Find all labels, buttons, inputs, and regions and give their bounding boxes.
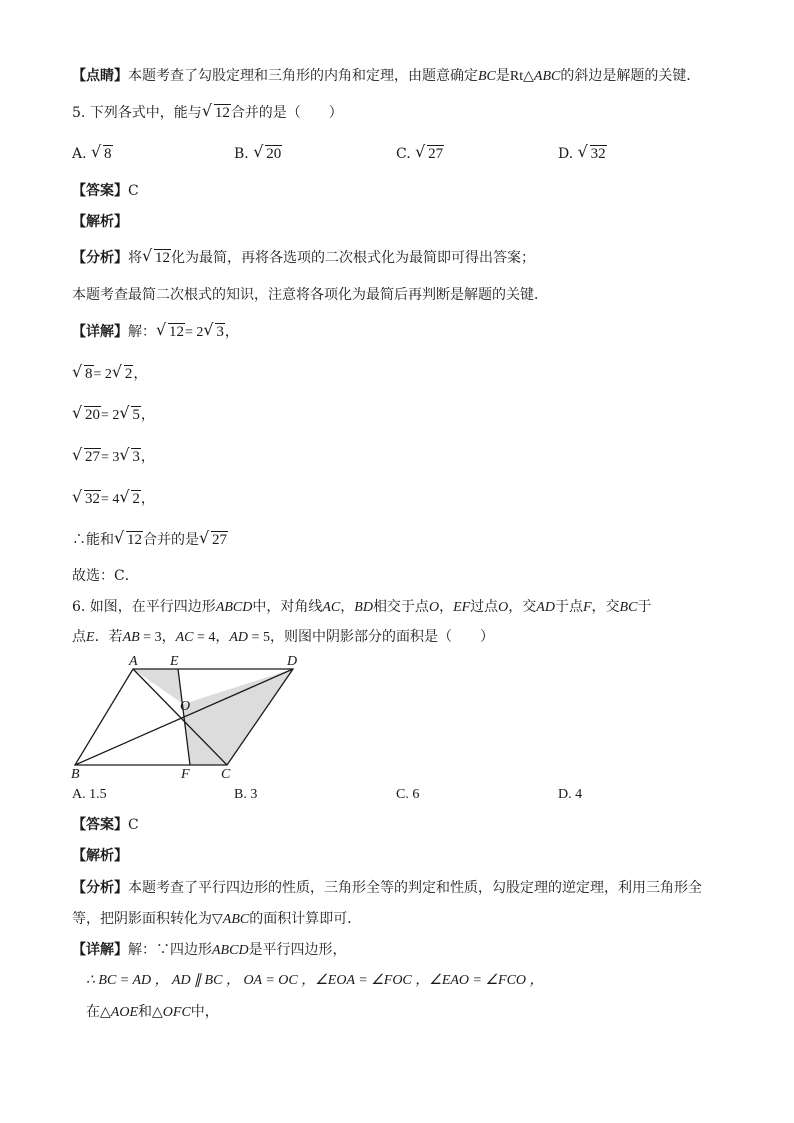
q6-last-line: 在△AOE和△OFC中，: [86, 1004, 219, 1020]
q5-answer: [72, 181, 139, 201]
q6-option-a[interactable]: A. 1.5: [72, 787, 107, 802]
answer-value: C: [128, 183, 139, 199]
key-point-text-b: 是: [495, 68, 510, 84]
q6-answer: 【答案】C: [72, 817, 139, 833]
q6-analysis-tag: 【解析】: [72, 848, 128, 864]
key-point-text-c: 的斜边是解题的关键．: [560, 68, 701, 84]
q6-option-b[interactable]: B. 3: [234, 787, 258, 802]
q6-analysis-line-2: 等，把阴影面积转化为▽ABC的面积计算即可．: [72, 911, 362, 927]
q5-stem-b: 合并的是（ ）: [230, 105, 343, 121]
q5-detail-step-0: 【详解】解：√ 12= 2√ 3，: [72, 322, 239, 343]
q5-choose: 故选：C．: [72, 568, 139, 584]
q5-analysis: 【分析】将√ 12化为最简，再将各选项的二次根式化为最简即可得出答案；: [72, 248, 535, 268]
q5-option-d[interactable]: D. √ 32: [558, 144, 607, 164]
var-bc: BC: [478, 69, 496, 84]
q5-detail-step-2: √ 20= 2√ 5，: [72, 405, 155, 426]
q6-stem-line-2: 点E．若AB = 3，AC = 4，AD = 5，则图中阴影部分的面积是（ ）: [72, 629, 494, 645]
q5-stem-a: 5. 下列各式中，能与: [72, 105, 202, 121]
label-c: C: [221, 767, 231, 782]
label-d: D: [287, 654, 298, 669]
shaded-triangle-ofc-bod: [183, 669, 293, 765]
q5-stem: [72, 103, 343, 123]
var-abc: ABC: [533, 69, 561, 84]
label-e: E: [170, 654, 179, 669]
q6-stem-line-1: 6. 如图，在平行四边形ABCD中，对角线AC，BD相交于点O，EF过点O，交AD于点F，交BC于: [72, 599, 652, 615]
label-a: A: [129, 654, 138, 669]
q6-option-d[interactable]: D. 4: [558, 787, 583, 802]
q5-knowledge: 本题考查最简二次根式的知识，注意将各项化为最简后再判断是解题的关键．: [72, 287, 548, 303]
q6-option-c[interactable]: C. 6: [396, 787, 420, 802]
q5-option-b[interactable]: B. √ 20: [234, 144, 282, 164]
label-f: F: [181, 767, 190, 782]
q5-detail-step-4: √ 32= 4√ 2，: [72, 489, 155, 510]
key-point-text-a: 本题考查了勾股定理和三角形的内角和定理，由题意确定: [128, 68, 478, 84]
sqrt-12: √ 12: [203, 103, 231, 123]
q5-option-a[interactable]: A. √ 8: [72, 144, 113, 164]
key-point-line: [72, 66, 700, 87]
answer-tag: 【答案】: [72, 183, 128, 199]
q5-analysis-tag: 【解析】: [72, 214, 128, 230]
key-point-tag: 【点睛】: [72, 68, 128, 84]
q6-therefore-line: ∴ BC = AD ， AD ∥ BC ， OA = OC ，∠EOA = ∠FOC ，∠EAO = ∠FCO ，: [86, 973, 544, 988]
parallelogram-figure: [66, 650, 316, 785]
q5-conclusion: ∴能和√ 12合并的是√ 27: [72, 530, 228, 550]
label-b: B: [71, 767, 80, 782]
q5-detail-step-1: √ 8= 2√ 2，: [72, 364, 147, 385]
rt-triangle: Rt△: [509, 69, 534, 84]
q5-option-c[interactable]: C. √ 27: [396, 144, 444, 164]
shaded-triangle-aoe: [133, 669, 183, 704]
label-o: O: [180, 699, 191, 714]
q5-detail-step-3: √ 27= 3√ 3，: [72, 447, 155, 468]
q6-detail: 【详解】解：∵四边形ABCD是平行四边形，: [72, 942, 347, 958]
q6-analysis-line-1: 【分析】本题考查了平行四边形的性质，三角形全等的判定和性质，勾股定理的逆定理，利用三角形全: [72, 880, 702, 896]
